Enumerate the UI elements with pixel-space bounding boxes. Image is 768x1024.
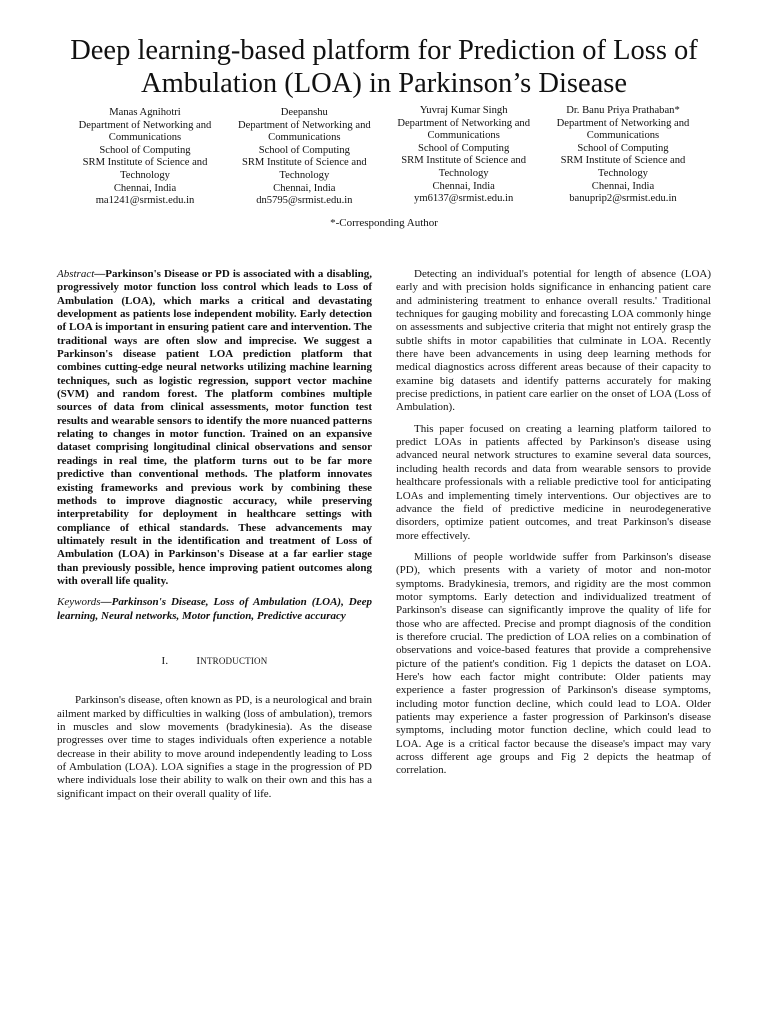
paper-title: Deep learning-based platform for Prediction of Loss of Ambulation (LOA) in Parkinson’s Disease	[70, 35, 698, 99]
author-name: Manas Agnihotri	[109, 107, 181, 118]
author-name: Dr. Banu Priya Prathaban*	[566, 105, 680, 116]
author-department: Department of Networking and Communications	[556, 117, 690, 142]
section-heading-introduction	[57, 655, 372, 668]
author-name: Deepanshu	[280, 107, 328, 118]
author-city: Chennai, India	[113, 182, 177, 194]
keywords-text: —Parkinson's Disease, Loss of Ambulation (LOA), Deep learning, Neural networks, Motor function, Predictive accuracy	[57, 596, 372, 622]
author-email[interactable]: dn5795@srmist.edu.in	[256, 195, 353, 207]
author-department: Department of Networking and Communications	[78, 119, 212, 144]
left-column	[57, 268, 372, 801]
corresponding-author-note: *-Corresponding Author	[330, 217, 438, 229]
author-institution: SRM Institute of Science and Technology	[401, 155, 527, 179]
author-email[interactable]: banuprip2@srmist.edu.in	[569, 193, 677, 205]
author-block	[70, 107, 698, 208]
body-paragraph: Millions of people worldwide suffer from Parkinson's disease (PD), which presents with a variety of motor and non-motor symptoms. Bradykinesia, tremors, and rigidity are the most common motor symptoms. Early detection and individualized treatment of Parkinson's disease can significantly improve the quality of life for those who are affected. Precise and prompt diagnosis of the condition is therefore crucial. The prediction of LOA relies on a combination of observations and voice-based features that provide a comprehensive picture of the patient's condition. Fig 1 depicts the dataset on LOA. Here's how each factor might contribute: Older patients may experience a faster progression of Parkinson's disease symptoms, including motor function decline, which could lead to LOA. Older patients may experience a faster progression of Parkinson's disease symptoms, including motor function decline, which could lead to LOA. Age is a critical factor because the disease's impact may vary across different age groups and Fig 2 depicts the heatmap of correlation.	[396, 550, 711, 777]
intro-paragraph: Parkinson's disease, often known as PD, is a neurological and brain ailment marked by difficulties in walking (loss of ambulation), tremors in muscles and slow movements (bradykinesia). As the disease progresses over time to stages individuals often experience a notable decrease in their ability to move around independently leading to Loss of Ambulation (LOA). LOA signifies a stage in the progression of PD where individuals lose their ability to walk on their own and this has a significant impact on their overall quality of life.	[57, 694, 372, 800]
author-school: School of Computing	[99, 144, 191, 156]
author-institution: SRM Institute of Science and Technology	[560, 155, 686, 179]
body-paragraph: This paper focused on creating a learning platform tailored to predict LOAs in patients affected by Parkinson's disease using advanced neural network structures to examine several data sources, including health records and data from wearable sensors to provide healthcare professionals with a reliable predictive tool for anticipating LOAs and implementing timely interventions. Our objectives are to advance the field of predictive medicine in neurodegenerative disorders, optimize patient outcomes, and treat Parkinson's disease more effectively.	[396, 422, 711, 542]
author-email[interactable]: ym6137@srmist.edu.in	[414, 193, 514, 205]
author-card	[389, 105, 539, 208]
author-institution: SRM Institute of Science and Technology	[82, 157, 208, 181]
section-title: INTRODUCTION	[196, 654, 268, 667]
author-school: School of Computing	[577, 142, 669, 154]
author-card	[70, 107, 220, 208]
abstract-text: —Parkinson's Disease or PD is associated with a disabling, progressively motor function loss control which leads to Loss of Ambulation (LOA), which marks a critical and devastating development as patients lose independent mobility. Early detection of LOA is important in ensuring patient care and intervention. The traditional ways are often slow and imprecise. We suggest a Parkinson's disease patient LOA prediction platform that combines cutting-edge neural networks utilizing machine learning techniques, such as logistic regression, support vector machine (SVM) and random forest. The platform combines multiple sources of data from clinical assessments, motor function test results and wearable sensors to identify the more nuanced patterns relating to changes in motor function. Trained on an expansive dataset comprising longitudinal clinical observations and sensor readings in real time, the platform turns out to be far more predictive than conventional methods. The platform innovates existing frameworks and previous work by combining these methods to improve diagnostic accuracy, while preserving interpretability for deployment in healthcare settings with compliance of ethical standards. These advancements may ultimately result in the identification and treatment of Loss of Ambulation (LOA) in Parkinson's Disease at a far earlier stage than previously possible, hence improving patient outcomes along with overall life quality.	[57, 268, 372, 587]
author-card	[548, 105, 698, 208]
abstract-label: Abstract	[57, 268, 95, 280]
right-column	[396, 268, 711, 778]
keywords	[57, 596, 372, 623]
author-institution: SRM Institute of Science and Technology	[241, 157, 367, 181]
author-city: Chennai, India	[591, 180, 655, 192]
author-card	[229, 107, 379, 208]
author-school: School of Computing	[418, 142, 510, 154]
author-city: Chennai, India	[432, 180, 495, 192]
body-paragraph: Detecting an individual's potential for length of absence (LOA) early and with precision holds significance in enhancing patient care and administering treatment to enhance overall results.' Traditional techniques for gauging mobility and forecasting LOA commonly hinge on assessments and subjective criteria that might not entirely grasp the subtle shifts in motor capabilities that culminate in LOA. Recently there have been advancements in using deep learning methods for medical diagnostics across different areas because of their capacity to examine big datasets and identify patterns accurately for making precise predictions, in patient care earlier on the onset of LOA (Loss of Ambulation).	[396, 268, 711, 414]
author-city: Chennai, India	[273, 182, 336, 194]
author-name: Yuvraj Kumar Singh	[419, 105, 508, 116]
author-department: Department of Networking and Communications	[237, 119, 371, 144]
author-school: School of Computing	[258, 144, 350, 156]
abstract	[57, 268, 372, 588]
author-department: Department of Networking and Communications	[397, 117, 530, 142]
author-email[interactable]: ma1241@srmist.edu.in	[95, 195, 195, 207]
keywords-label: Keywords	[57, 596, 101, 609]
section-number: I.	[161, 654, 169, 667]
